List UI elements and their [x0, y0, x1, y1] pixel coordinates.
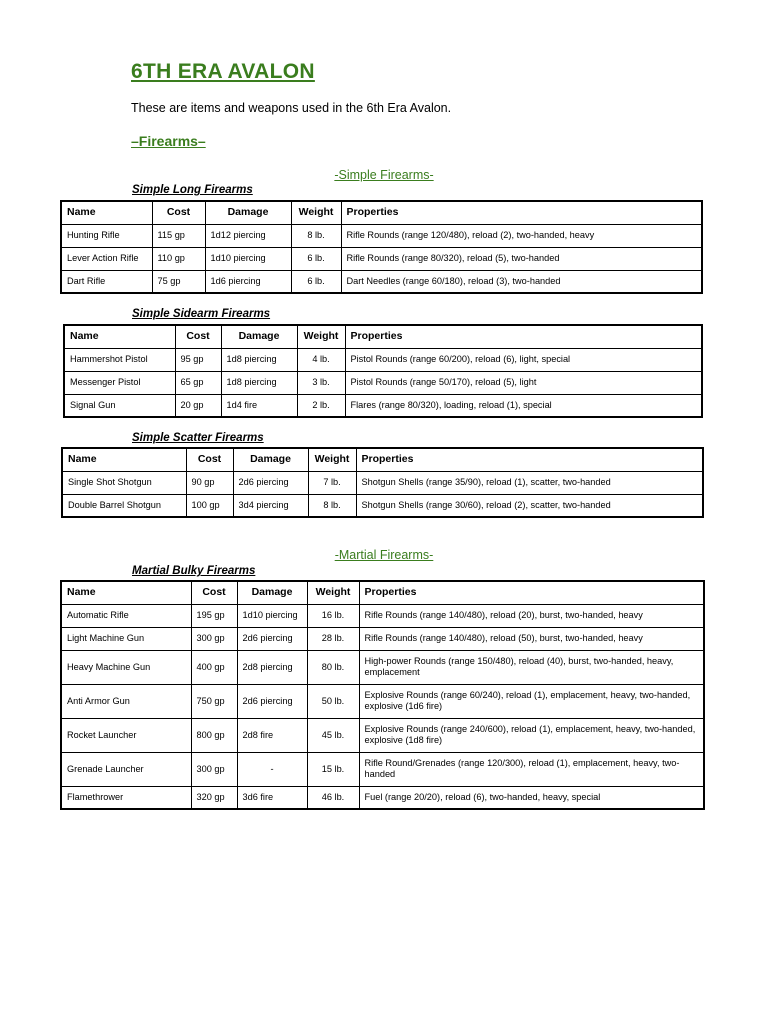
- cell-damage: -: [237, 752, 307, 786]
- cell-name: Lever Action Rifle: [61, 247, 152, 270]
- cell-weight: 3 lb.: [297, 371, 345, 394]
- cell-properties: Explosive Rounds (range 240/600), reload (1), emplacement, heavy, two-handed, explosive (1d8 fire): [359, 718, 704, 752]
- cell-damage: 2d6 piercing: [233, 471, 308, 494]
- table-row: [61, 224, 702, 247]
- cell-damage: 3d6 fire: [237, 786, 307, 809]
- table-header-row: [61, 581, 704, 604]
- cell-cost: 95 gp: [175, 348, 221, 371]
- cell-weight: 46 lb.: [307, 786, 359, 809]
- cell-cost: 800 gp: [191, 718, 237, 752]
- cell-name: Rocket Launcher: [61, 718, 191, 752]
- cell-cost: 300 gp: [191, 752, 237, 786]
- table-row: [61, 270, 702, 293]
- cell-cost: 20 gp: [175, 394, 221, 417]
- table-header-row: [64, 325, 702, 348]
- cell-damage: 1d8 piercing: [221, 371, 297, 394]
- group-heading-simple: [0, 168, 768, 182]
- cell-cost: 75 gp: [152, 270, 205, 293]
- cell-cost: 300 gp: [191, 627, 237, 650]
- cell-cost: 90 gp: [186, 471, 233, 494]
- column-header-weight: Weight: [308, 448, 356, 471]
- table-simple-scatter: [61, 447, 704, 518]
- table-title-martial-bulky: Martial Bulky Firearms: [132, 565, 256, 577]
- cell-properties: Shotgun Shells (range 35/90), reload (1), scatter, two-handed: [356, 471, 703, 494]
- column-header-properties: Properties: [345, 325, 702, 348]
- cell-properties: High-power Rounds (range 150/480), reload (40), burst, two-handed, heavy, emplacement: [359, 650, 704, 684]
- column-header-properties: Properties: [356, 448, 703, 471]
- table-title-simple-sidearm: Simple Sidearm Firearms: [132, 308, 271, 320]
- cell-properties: Shotgun Shells (range 30/60), reload (2), scatter, two-handed: [356, 494, 703, 517]
- cell-weight: 2 lb.: [297, 394, 345, 417]
- table-row: [64, 371, 702, 394]
- column-header-name: Name: [61, 581, 191, 604]
- column-header-damage: Damage: [221, 325, 297, 348]
- group-heading-simple-label: -Simple Firearms-: [334, 168, 434, 182]
- cell-damage: 1d8 piercing: [221, 348, 297, 371]
- table-row: [61, 247, 702, 270]
- cell-damage: 1d10 piercing: [237, 604, 307, 627]
- cell-name: Automatic Rifle: [61, 604, 191, 627]
- cell-cost: 320 gp: [191, 786, 237, 809]
- page-title: 6TH ERA AVALON: [131, 60, 315, 83]
- cell-weight: 80 lb.: [307, 650, 359, 684]
- table-row: [61, 786, 704, 809]
- cell-weight: 50 lb.: [307, 684, 359, 718]
- table-title-simple-scatter: Simple Scatter Firearms: [132, 432, 264, 444]
- cell-damage: 2d8 fire: [237, 718, 307, 752]
- table-row: [64, 394, 702, 417]
- table-row: [62, 494, 703, 517]
- cell-damage: 1d12 piercing: [205, 224, 291, 247]
- cell-properties: Dart Needles (range 60/180), reload (3), two-handed: [341, 270, 702, 293]
- cell-weight: 15 lb.: [307, 752, 359, 786]
- cell-cost: 65 gp: [175, 371, 221, 394]
- table-row: [61, 752, 704, 786]
- table-row: [62, 471, 703, 494]
- group-heading-martial: [0, 548, 768, 562]
- intro-text: These are items and weapons used in the 6th Era Avalon.: [131, 101, 452, 115]
- cell-damage: 1d4 fire: [221, 394, 297, 417]
- cell-weight: 8 lb.: [291, 224, 341, 247]
- column-header-cost: Cost: [152, 201, 205, 224]
- column-header-weight: Weight: [307, 581, 359, 604]
- cell-properties: Rifle Rounds (range 80/320), reload (5), two-handed: [341, 247, 702, 270]
- column-header-properties: Properties: [341, 201, 702, 224]
- cell-name: Single Shot Shotgun: [62, 471, 186, 494]
- cell-properties: Pistol Rounds (range 50/170), reload (5), light: [345, 371, 702, 394]
- table-row: [61, 718, 704, 752]
- cell-weight: 16 lb.: [307, 604, 359, 627]
- cell-weight: 28 lb.: [307, 627, 359, 650]
- cell-weight: 6 lb.: [291, 247, 341, 270]
- column-header-weight: Weight: [297, 325, 345, 348]
- cell-weight: 45 lb.: [307, 718, 359, 752]
- column-header-name: Name: [61, 201, 152, 224]
- cell-damage: 2d6 piercing: [237, 684, 307, 718]
- cell-properties: Rifle Rounds (range 140/480), reload (50), burst, two-handed, heavy: [359, 627, 704, 650]
- cell-name: Messenger Pistol: [64, 371, 175, 394]
- cell-damage: 1d6 piercing: [205, 270, 291, 293]
- group-heading-martial-label: -Martial Firearms-: [334, 548, 434, 562]
- table-martial-bulky: [60, 580, 705, 810]
- cell-cost: 195 gp: [191, 604, 237, 627]
- cell-weight: 7 lb.: [308, 471, 356, 494]
- cell-weight: 8 lb.: [308, 494, 356, 517]
- cell-properties: Pistol Rounds (range 60/200), reload (6), light, special: [345, 348, 702, 371]
- column-header-damage: Damage: [237, 581, 307, 604]
- cell-name: Heavy Machine Gun: [61, 650, 191, 684]
- table-row: [61, 650, 704, 684]
- cell-name: Signal Gun: [64, 394, 175, 417]
- cell-name: Hunting Rifle: [61, 224, 152, 247]
- section-heading-firearms: –Firearms–: [131, 133, 206, 149]
- table-title-simple-long: Simple Long Firearms: [132, 184, 253, 196]
- cell-properties: Rifle Round/Grenades (range 120/300), reload (1), emplacement, heavy, two-handed: [359, 752, 704, 786]
- cell-name: Flamethrower: [61, 786, 191, 809]
- cell-cost: 110 gp: [152, 247, 205, 270]
- column-header-cost: Cost: [175, 325, 221, 348]
- column-header-weight: Weight: [291, 201, 341, 224]
- cell-name: Anti Armor Gun: [61, 684, 191, 718]
- cell-cost: 750 gp: [191, 684, 237, 718]
- cell-name: Light Machine Gun: [61, 627, 191, 650]
- column-header-properties: Properties: [359, 581, 704, 604]
- table-row: [61, 684, 704, 718]
- cell-damage: 3d4 piercing: [233, 494, 308, 517]
- cell-weight: 6 lb.: [291, 270, 341, 293]
- cell-damage: 1d10 piercing: [205, 247, 291, 270]
- cell-properties: Flares (range 80/320), loading, reload (1), special: [345, 394, 702, 417]
- cell-cost: 115 gp: [152, 224, 205, 247]
- cell-damage: 2d6 piercing: [237, 627, 307, 650]
- cell-properties: Rifle Rounds (range 140/480), reload (20), burst, two-handed, heavy: [359, 604, 704, 627]
- table-simple-sidearm: [63, 324, 703, 418]
- cell-weight: 4 lb.: [297, 348, 345, 371]
- cell-properties: Explosive Rounds (range 60/240), reload (1), emplacement, heavy, two-handed, explosive (1d6 fire): [359, 684, 704, 718]
- cell-damage: 2d8 piercing: [237, 650, 307, 684]
- cell-cost: 400 gp: [191, 650, 237, 684]
- column-header-name: Name: [62, 448, 186, 471]
- cell-name: Grenade Launcher: [61, 752, 191, 786]
- cell-name: Dart Rifle: [61, 270, 152, 293]
- cell-name: Double Barrel Shotgun: [62, 494, 186, 517]
- cell-properties: Fuel (range 20/20), reload (6), two-handed, heavy, special: [359, 786, 704, 809]
- table-header-row: [62, 448, 703, 471]
- table-row: [61, 604, 704, 627]
- table-row: [61, 627, 704, 650]
- cell-cost: 100 gp: [186, 494, 233, 517]
- table-row: [64, 348, 702, 371]
- table-header-row: [61, 201, 702, 224]
- column-header-cost: Cost: [191, 581, 237, 604]
- column-header-damage: Damage: [233, 448, 308, 471]
- column-header-name: Name: [64, 325, 175, 348]
- table-simple-long: [60, 200, 703, 294]
- cell-properties: Rifle Rounds (range 120/480), reload (2), two-handed, heavy: [341, 224, 702, 247]
- cell-name: Hammershot Pistol: [64, 348, 175, 371]
- column-header-cost: Cost: [186, 448, 233, 471]
- column-header-damage: Damage: [205, 201, 291, 224]
